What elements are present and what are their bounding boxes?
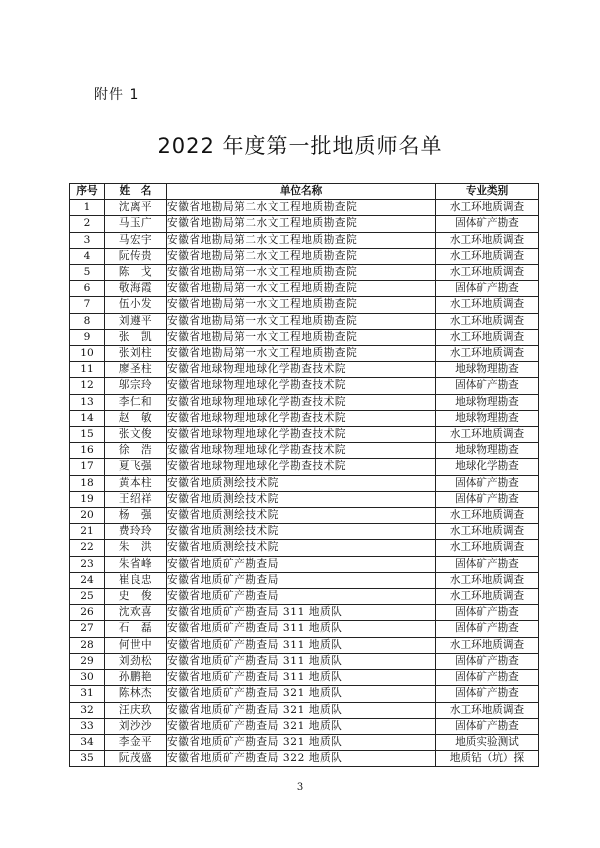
row-unit: 安徽省地质矿产勘查局 322 地质队 <box>167 751 436 767</box>
table-row <box>70 297 539 313</box>
row-name: 史 俊 <box>105 589 167 605</box>
row-serial: 17 <box>70 459 105 475</box>
row-unit: 安徽省地质矿产勘查局 <box>167 572 436 588</box>
row-serial: 15 <box>70 427 105 443</box>
row-name: 伍小发 <box>105 297 167 313</box>
row-category: 固体矿产勘查 <box>436 686 539 702</box>
row-unit: 安徽省地勘局第二水文工程地质勘查院 <box>167 216 436 232</box>
row-serial: 29 <box>70 653 105 669</box>
row-category: 水工环地质调查 <box>436 572 539 588</box>
row-category: 水工环地质调查 <box>436 589 539 605</box>
row-unit: 安徽省地球物理地球化学勘查技术院 <box>167 427 436 443</box>
row-category: 水工环地质调查 <box>436 248 539 264</box>
row-serial: 31 <box>70 686 105 702</box>
row-category: 地球物理勘查 <box>436 362 539 378</box>
row-unit: 安徽省地球物理地球化学勘查技术院 <box>167 394 436 410</box>
row-category: 固体矿产勘查 <box>436 653 539 669</box>
row-category: 水工环地质调查 <box>436 200 539 216</box>
table-row <box>70 427 539 443</box>
row-serial: 4 <box>70 248 105 264</box>
row-unit: 安徽省地勘局第一水文工程地质勘查院 <box>167 313 436 329</box>
row-category: 固体矿产勘查 <box>436 281 539 297</box>
row-unit: 安徽省地质测绘技术院 <box>167 508 436 524</box>
page-number: 3 <box>296 782 304 793</box>
row-serial: 8 <box>70 313 105 329</box>
row-unit: 安徽省地质矿产勘查局 311 地质队 <box>167 605 436 621</box>
row-unit: 安徽省地质矿产勘查局 321 地质队 <box>167 718 436 734</box>
row-name: 马玉广 <box>105 216 167 232</box>
row-name: 刘遵平 <box>105 313 167 329</box>
table-row <box>70 346 539 362</box>
row-unit: 安徽省地质测绘技术院 <box>167 540 436 556</box>
row-serial: 20 <box>70 508 105 524</box>
row-serial: 22 <box>70 540 105 556</box>
table-body <box>70 200 539 767</box>
row-unit: 安徽省地球物理地球化学勘查技术院 <box>167 362 436 378</box>
row-category: 水工环地质调查 <box>436 329 539 345</box>
table-row <box>70 281 539 297</box>
row-name: 孙鹏艳 <box>105 670 167 686</box>
row-unit: 安徽省地质矿产勘查局 311 地质队 <box>167 621 436 637</box>
row-serial: 6 <box>70 281 105 297</box>
row-category: 水工环地质调查 <box>436 524 539 540</box>
table-row <box>70 410 539 426</box>
row-unit: 安徽省地勘局第二水文工程地质勘查院 <box>167 232 436 248</box>
row-category: 固体矿产勘查 <box>436 216 539 232</box>
row-name: 李仁和 <box>105 394 167 410</box>
table-row <box>70 637 539 653</box>
row-category: 水工环地质调查 <box>436 346 539 362</box>
table-row <box>70 718 539 734</box>
row-serial: 33 <box>70 718 105 734</box>
row-category: 固体矿产勘查 <box>436 378 539 394</box>
table-row <box>70 751 539 767</box>
table-header-row <box>70 184 539 200</box>
table-row <box>70 556 539 572</box>
table-row <box>70 686 539 702</box>
row-unit: 安徽省地勘局第一水文工程地质勘查院 <box>167 265 436 281</box>
row-unit: 安徽省地质测绘技术院 <box>167 524 436 540</box>
row-category: 水工环地质调查 <box>436 540 539 556</box>
row-category: 固体矿产勘查 <box>436 475 539 491</box>
row-unit: 安徽省地质矿产勘查局 <box>167 556 436 572</box>
row-serial: 23 <box>70 556 105 572</box>
row-name: 朱省峰 <box>105 556 167 572</box>
row-category: 固体矿产勘查 <box>436 605 539 621</box>
row-category: 固体矿产勘查 <box>436 718 539 734</box>
row-name: 何世中 <box>105 637 167 653</box>
table-row <box>70 443 539 459</box>
row-category: 地质钻（坑）探 <box>436 751 539 767</box>
row-category: 水工环地质调查 <box>436 232 539 248</box>
table-row <box>70 670 539 686</box>
row-serial: 2 <box>70 216 105 232</box>
row-unit: 安徽省地质测绘技术院 <box>167 491 436 507</box>
row-serial: 19 <box>70 491 105 507</box>
row-unit: 安徽省地质矿产勘查局 321 地质队 <box>167 686 436 702</box>
table-row <box>70 572 539 588</box>
row-name: 徐 浩 <box>105 443 167 459</box>
row-serial: 24 <box>70 572 105 588</box>
row-name: 黄本柱 <box>105 475 167 491</box>
row-name: 阮传贵 <box>105 248 167 264</box>
row-serial: 35 <box>70 751 105 767</box>
row-name: 刘沙沙 <box>105 718 167 734</box>
row-serial: 28 <box>70 637 105 653</box>
row-unit: 安徽省地球物理地球化学勘查技术院 <box>167 459 436 475</box>
row-unit: 安徽省地质测绘技术院 <box>167 475 436 491</box>
row-serial: 5 <box>70 265 105 281</box>
row-name: 阮茂盛 <box>105 751 167 767</box>
row-name: 夏飞强 <box>105 459 167 475</box>
table-row <box>70 394 539 410</box>
header-category: 专业类别 <box>436 184 539 200</box>
row-category: 地球化学勘查 <box>436 459 539 475</box>
row-serial: 7 <box>70 297 105 313</box>
row-unit: 安徽省地勘局第一水文工程地质勘查院 <box>167 329 436 345</box>
row-unit: 安徽省地球物理地球化学勘查技术院 <box>167 443 436 459</box>
row-name: 汪庆玖 <box>105 702 167 718</box>
attachment-label: 附件 1 <box>94 87 140 103</box>
row-name: 朱 洪 <box>105 540 167 556</box>
row-unit: 安徽省地勘局第一水文工程地质勘查院 <box>167 297 436 313</box>
row-serial: 12 <box>70 378 105 394</box>
row-category: 水工环地质调查 <box>436 265 539 281</box>
table-row <box>70 653 539 669</box>
row-serial: 26 <box>70 605 105 621</box>
geologist-roster-table <box>69 183 539 767</box>
row-category: 水工环地质调查 <box>436 313 539 329</box>
row-name: 沈离平 <box>105 200 167 216</box>
row-unit: 安徽省地球物理地球化学勘查技术院 <box>167 378 436 394</box>
row-serial: 21 <box>70 524 105 540</box>
row-name: 沈欢喜 <box>105 605 167 621</box>
table-row <box>70 491 539 507</box>
row-unit: 安徽省地勘局第二水文工程地质勘查院 <box>167 248 436 264</box>
row-name: 赵 敏 <box>105 410 167 426</box>
table-row <box>70 540 539 556</box>
row-name: 王绍祥 <box>105 491 167 507</box>
table-row <box>70 459 539 475</box>
row-serial: 25 <box>70 589 105 605</box>
table-row <box>70 313 539 329</box>
row-category: 地质实验测试 <box>436 734 539 750</box>
page-title: 2022 年度第一批地质师名单 <box>157 134 443 158</box>
row-name: 廖圣柱 <box>105 362 167 378</box>
row-serial: 18 <box>70 475 105 491</box>
row-serial: 30 <box>70 670 105 686</box>
row-name: 张文俊 <box>105 427 167 443</box>
table-row <box>70 378 539 394</box>
header-name: 姓 名 <box>105 184 167 200</box>
table-row <box>70 475 539 491</box>
row-category: 水工环地质调查 <box>436 637 539 653</box>
row-category: 水工环地质调查 <box>436 297 539 313</box>
row-name: 邬宗玲 <box>105 378 167 394</box>
row-unit: 安徽省地勘局第一水文工程地质勘查院 <box>167 281 436 297</box>
row-name: 陈林杰 <box>105 686 167 702</box>
row-category: 地球物理勘查 <box>436 394 539 410</box>
header-serial: 序号 <box>70 184 105 200</box>
row-serial: 32 <box>70 702 105 718</box>
row-category: 固体矿产勘查 <box>436 670 539 686</box>
row-category: 固体矿产勘查 <box>436 621 539 637</box>
row-name: 杨 强 <box>105 508 167 524</box>
row-name: 李金平 <box>105 734 167 750</box>
row-serial: 11 <box>70 362 105 378</box>
row-unit: 安徽省地球物理地球化学勘查技术院 <box>167 410 436 426</box>
row-serial: 16 <box>70 443 105 459</box>
row-unit: 安徽省地质矿产勘查局 <box>167 589 436 605</box>
table-row <box>70 216 539 232</box>
row-serial: 3 <box>70 232 105 248</box>
row-name: 石 磊 <box>105 621 167 637</box>
row-category: 固体矿产勘查 <box>436 556 539 572</box>
row-serial: 9 <box>70 329 105 345</box>
row-name: 敬海霞 <box>105 281 167 297</box>
table-row <box>70 232 539 248</box>
row-unit: 安徽省地质矿产勘查局 311 地质队 <box>167 670 436 686</box>
row-unit: 安徽省地勘局第二水文工程地质勘查院 <box>167 200 436 216</box>
row-serial: 10 <box>70 346 105 362</box>
row-name: 张刘柱 <box>105 346 167 362</box>
row-name: 刘劲松 <box>105 653 167 669</box>
row-category: 地球物理勘查 <box>436 443 539 459</box>
row-category: 水工环地质调查 <box>436 427 539 443</box>
row-category: 水工环地质调查 <box>436 702 539 718</box>
table-row <box>70 621 539 637</box>
table-row <box>70 265 539 281</box>
row-serial: 14 <box>70 410 105 426</box>
row-name: 张 凯 <box>105 329 167 345</box>
row-serial: 34 <box>70 734 105 750</box>
table-row <box>70 200 539 216</box>
row-category: 固体矿产勘查 <box>436 491 539 507</box>
row-name: 马宏宇 <box>105 232 167 248</box>
row-serial: 27 <box>70 621 105 637</box>
table-row <box>70 508 539 524</box>
row-name: 陈 戈 <box>105 265 167 281</box>
table-row <box>70 589 539 605</box>
row-name: 崔良忠 <box>105 572 167 588</box>
row-category: 水工环地质调查 <box>436 508 539 524</box>
table-row <box>70 524 539 540</box>
row-unit: 安徽省地勘局第一水文工程地质勘查院 <box>167 346 436 362</box>
table-row <box>70 605 539 621</box>
row-name: 费玲玲 <box>105 524 167 540</box>
row-unit: 安徽省地质矿产勘查局 321 地质队 <box>167 734 436 750</box>
header-unit: 单位名称 <box>167 184 436 200</box>
row-unit: 安徽省地质矿产勘查局 311 地质队 <box>167 653 436 669</box>
table-row <box>70 248 539 264</box>
table-row <box>70 702 539 718</box>
table-row <box>70 362 539 378</box>
table-row <box>70 329 539 345</box>
row-category: 地球物理勘查 <box>436 410 539 426</box>
row-serial: 13 <box>70 394 105 410</box>
row-serial: 1 <box>70 200 105 216</box>
row-unit: 安徽省地质矿产勘查局 321 地质队 <box>167 702 436 718</box>
row-unit: 安徽省地质矿产勘查局 311 地质队 <box>167 637 436 653</box>
table-row <box>70 734 539 750</box>
